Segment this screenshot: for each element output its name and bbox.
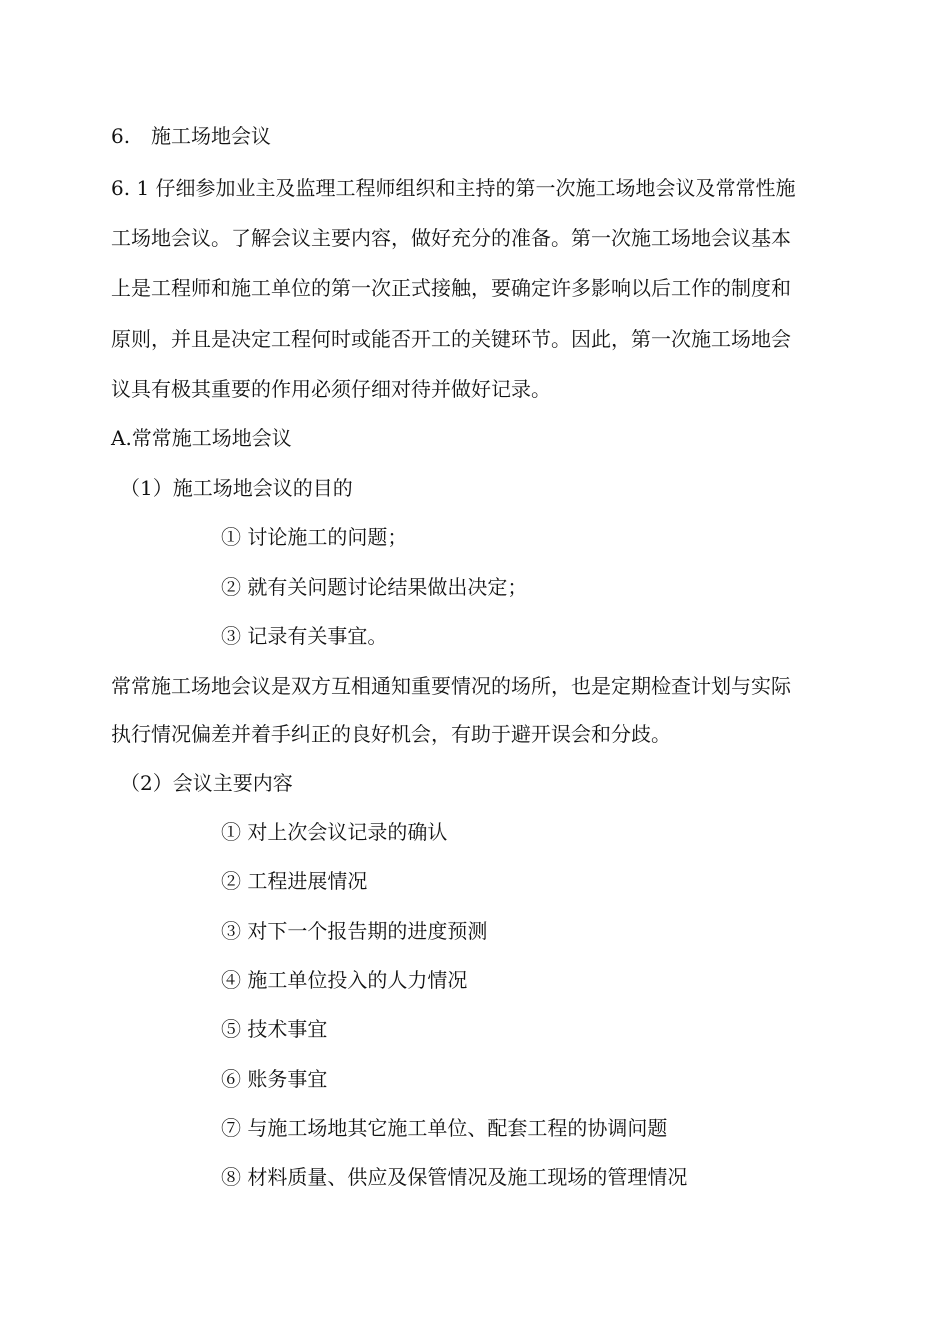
list-item: ② 就有关问题讨论结果做出决定； — [221, 575, 528, 599]
list-item: ① 对上次会议记录的确认 — [221, 820, 448, 844]
list-item: ① 讨论施工的问题； — [221, 525, 408, 549]
paragraph-line: 原则，并且是决定工程何时或能否开工的关键环节。因此，第一次施工场地会 — [111, 327, 791, 351]
paragraph-line: 常常施工场地会议是双方互相通知重要情况的场所，也是定期检查计划与实际 — [111, 674, 791, 698]
list-item: ⑧ 材料质量、供应及保管情况及施工现场的管理情况 — [221, 1165, 688, 1189]
paragraph-line: 执行情况偏差并着手纠正的良好机会，有助于避开误会和分歧。 — [111, 722, 671, 746]
list-item: ④ 施工单位投入的人力情况 — [221, 968, 468, 992]
paragraph-line: 工场地会议。了解会议主要内容，做好充分的准备。第一次施工场地会议基本 — [111, 226, 791, 250]
list-item: ② 工程进展情况 — [221, 869, 368, 893]
paragraph-line: 6. 1 仔细参加业主及监理工程师组织和主持的第一次施工场地会议及常常性施 — [111, 176, 796, 200]
list-item: ③ 记录有关事宜。 — [221, 624, 388, 648]
list-item: ⑥ 账务事宜 — [221, 1067, 328, 1091]
content-heading: （2）会议主要内容 — [120, 771, 293, 795]
paragraph-line: 议具有极其重要的作用必须仔细对待并做好记录。 — [111, 377, 551, 401]
list-item: ⑤ 技术事宜 — [221, 1017, 328, 1041]
subsection-heading: A.常常施工场地会议 — [111, 426, 292, 450]
section-heading — [111, 124, 271, 148]
list-item: ⑦ 与施工场地其它施工单位、配套工程的协调问题 — [221, 1116, 668, 1140]
list-item: ③ 对下一个报告期的进度预测 — [221, 919, 488, 943]
purpose-heading: （1）施工场地会议的目的 — [120, 476, 353, 500]
paragraph-line: 上是工程师和施工单位的第一次正式接触，要确定许多影响以后工作的制度和 — [111, 276, 791, 300]
section-number: 6. — [111, 124, 131, 148]
section-title: 施工场地会议 — [151, 124, 271, 148]
